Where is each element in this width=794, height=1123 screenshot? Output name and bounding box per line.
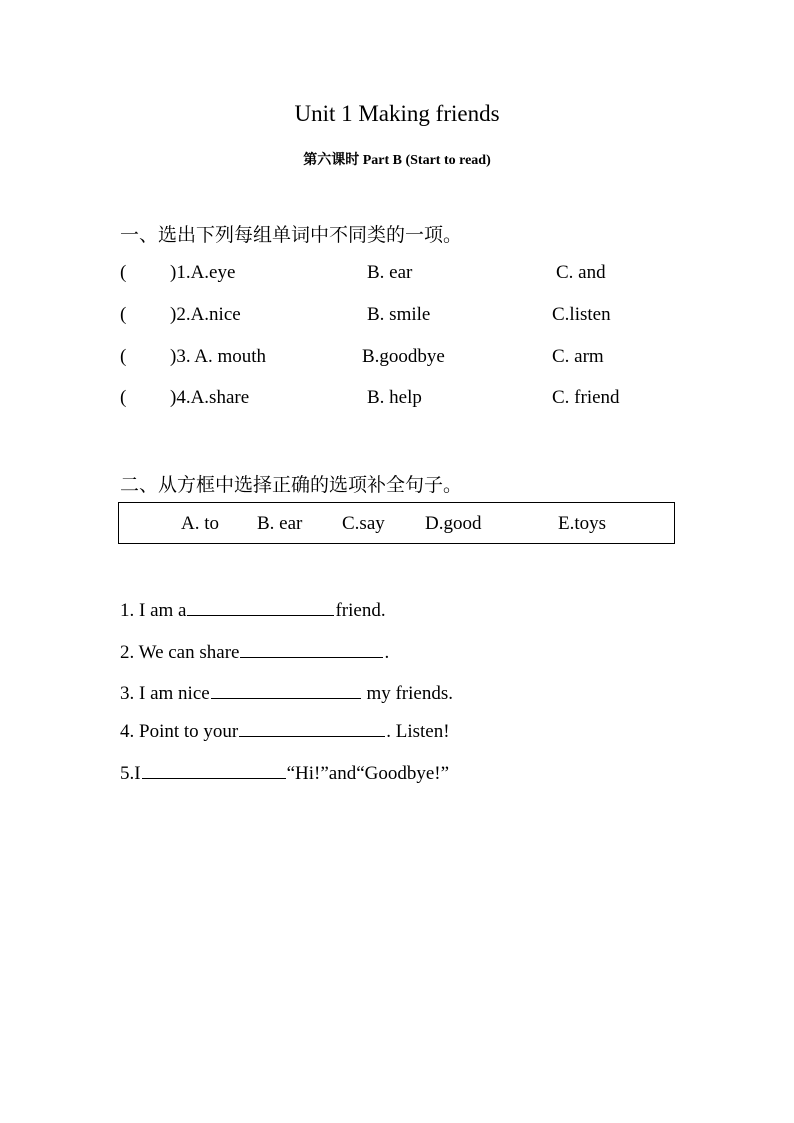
option-c: C. friend bbox=[552, 387, 620, 408]
option-c: C. arm bbox=[552, 346, 604, 367]
option-a: )4.A.share bbox=[170, 387, 250, 408]
section1-heading: 一、选出下列每组单词中不同类的一项。 bbox=[120, 224, 463, 246]
sentence-text: my friends. bbox=[361, 683, 453, 704]
sentence-text: . Listen! bbox=[386, 721, 450, 742]
answer-paren[interactable]: ( bbox=[120, 304, 127, 325]
option-b: B. help bbox=[367, 387, 422, 408]
answer-blank[interactable] bbox=[240, 656, 383, 658]
sentence-text: 5.I bbox=[120, 763, 141, 784]
option-a: )1.A.eye bbox=[170, 262, 236, 283]
option-a: )3. A. mouth bbox=[170, 346, 267, 367]
answer-blank[interactable] bbox=[211, 697, 361, 699]
answer-paren[interactable]: ( bbox=[120, 262, 127, 283]
sentence-3 bbox=[120, 683, 453, 705]
option-a-to: A. to bbox=[181, 513, 219, 534]
section2-heading: 二、从方框中选择正确的选项补全句子。 bbox=[120, 474, 463, 496]
answer-paren[interactable]: ( bbox=[120, 387, 127, 408]
option-b: B. ear bbox=[367, 262, 413, 283]
sentence-text: 2. We can share bbox=[120, 642, 240, 663]
answer-blank[interactable] bbox=[187, 614, 334, 616]
option-e-toys: E.toys bbox=[558, 513, 607, 534]
option-b: B. smile bbox=[367, 304, 431, 325]
option-d-good: D.good bbox=[425, 513, 482, 534]
answer-paren[interactable]: ( bbox=[120, 346, 127, 367]
sentence-2 bbox=[120, 642, 389, 664]
sentence-text: 3. I am nice bbox=[120, 683, 210, 704]
option-a: )2.A.nice bbox=[170, 304, 241, 325]
page-subtitle: 第六课时 Part B (Start to read) bbox=[303, 153, 491, 168]
page-title: Unit 1 Making friends bbox=[294, 101, 500, 126]
sentence-text: “Hi!”and“Goodbye!” bbox=[286, 763, 450, 784]
option-c: C.listen bbox=[552, 304, 611, 325]
sentence-5 bbox=[120, 763, 449, 785]
option-b-ear: B. ear bbox=[257, 513, 303, 534]
answer-blank[interactable] bbox=[239, 735, 385, 737]
sentence-1 bbox=[120, 600, 386, 622]
sentence-text: . bbox=[384, 642, 390, 663]
sentence-text: friend. bbox=[335, 600, 386, 621]
answer-blank[interactable] bbox=[142, 777, 286, 779]
option-c-say: C.say bbox=[342, 513, 385, 534]
option-c: C. and bbox=[556, 262, 606, 283]
sentence-4 bbox=[120, 721, 450, 743]
sentence-text: 4. Point to your bbox=[120, 721, 239, 742]
sentence-text: 1. I am a bbox=[120, 600, 187, 621]
option-b: B.goodbye bbox=[362, 346, 445, 367]
